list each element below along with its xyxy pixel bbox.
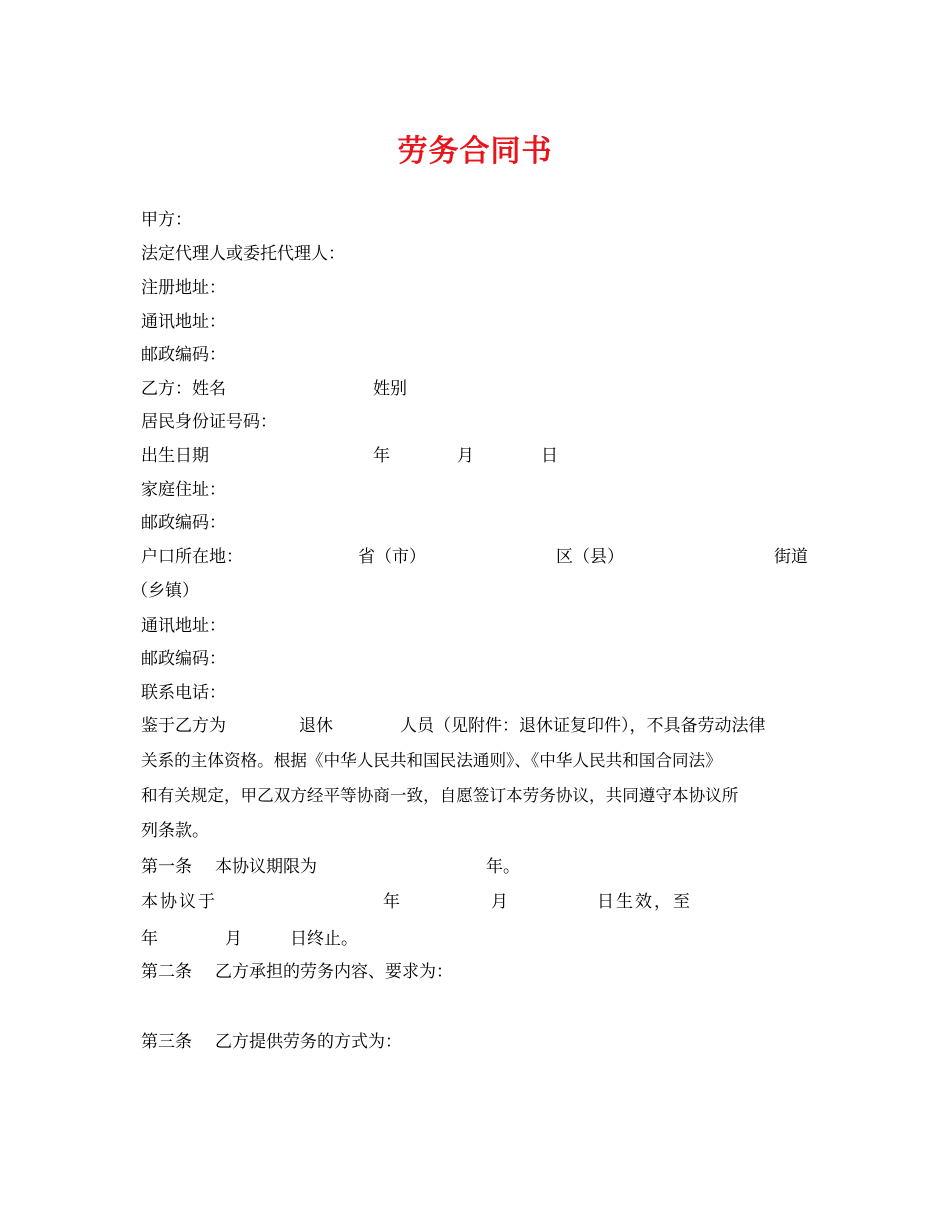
- birth-day-label: 日: [541, 446, 558, 466]
- article-1-end-month: 月: [225, 929, 242, 949]
- party-b-name-line: [141, 377, 821, 401]
- article-1-end-suffix: 日终止。: [290, 929, 358, 949]
- hukou-province: 省（市）: [358, 547, 426, 567]
- document-title: 劳务合同书: [397, 134, 553, 169]
- party-a-registered-address: 注册地址：: [141, 278, 226, 298]
- article-1-label: 第一条: [141, 857, 192, 877]
- party-a-agent: 法定代理人或委托代理人：: [141, 244, 345, 264]
- preamble-line-1: [141, 714, 821, 738]
- preamble-part-1: 鉴于乙方为: [141, 716, 226, 736]
- preamble-line-4: 列条款。: [141, 821, 209, 841]
- hukou-line: [141, 545, 821, 569]
- article-1-text: 本协议期限为: [215, 857, 317, 877]
- article-2-text: 乙方承担的劳务内容、要求为：: [215, 962, 453, 982]
- preamble-line-3: 和有关规定，甲乙双方经平等协商一致，自愿签订本劳务协议，共同遵守本协议所: [141, 786, 739, 805]
- party-b-id-number: 居民身份证号码：: [141, 412, 277, 432]
- party-b-gender-label: 姓别: [373, 379, 407, 399]
- party-b-postal-code-2: 邮政编码：: [141, 649, 226, 669]
- hukou-street: 街道: [774, 547, 808, 567]
- article-3-line: [141, 1030, 821, 1054]
- birth-date-label: 出生日期: [141, 446, 209, 466]
- birth-date-line: [141, 444, 821, 468]
- birth-year-label: 年: [373, 446, 390, 466]
- article-1-effective-year: 年: [383, 892, 400, 912]
- article-1-effective-suffix: 日生效，至: [597, 892, 692, 912]
- article-1-end-year: 年: [141, 929, 158, 949]
- article-3-label: 第三条: [141, 1032, 192, 1052]
- birth-month-label: 月: [457, 446, 474, 466]
- party-b-name-label: 乙方：姓名: [141, 379, 226, 399]
- hukou-district: 区（县）: [556, 547, 624, 567]
- party-a-mail-address: 通讯地址：: [141, 312, 226, 332]
- article-2-line: [141, 960, 821, 984]
- article-2-label: 第二条: [141, 962, 192, 982]
- article-1-end-line: [141, 927, 821, 951]
- party-a-label: 甲方：: [141, 210, 192, 230]
- preamble-line-2: 关系的主体资格。根据《中华人民共和国民法通则》、《中华人民共和国合同法》: [141, 751, 722, 770]
- preamble-part-3: 人员（见附件：退休证复印件），不具备劳动法律: [400, 716, 766, 736]
- article-1-effective-month: 月: [491, 892, 508, 912]
- article-3-text: 乙方提供劳务的方式为：: [215, 1032, 402, 1052]
- party-b-phone: 联系电话：: [141, 683, 226, 703]
- article-1-effective-line: [141, 890, 821, 914]
- preamble-part-2: 退休: [299, 716, 333, 736]
- hukou-label: 户口所在地：: [141, 547, 243, 567]
- article-1-effective-prefix: 本协议于: [141, 892, 217, 912]
- party-b-postal-code: 邮政编码：: [141, 513, 226, 533]
- article-1-year-suffix: 年。: [486, 857, 520, 877]
- party-a-postal-code: 邮政编码：: [141, 345, 226, 365]
- party-b-home-address: 家庭住址：: [141, 480, 226, 500]
- article-1-term-line: [141, 855, 821, 879]
- party-b-mail-address: 通讯地址：: [141, 616, 226, 636]
- hukou-township: （乡镇）: [131, 581, 199, 601]
